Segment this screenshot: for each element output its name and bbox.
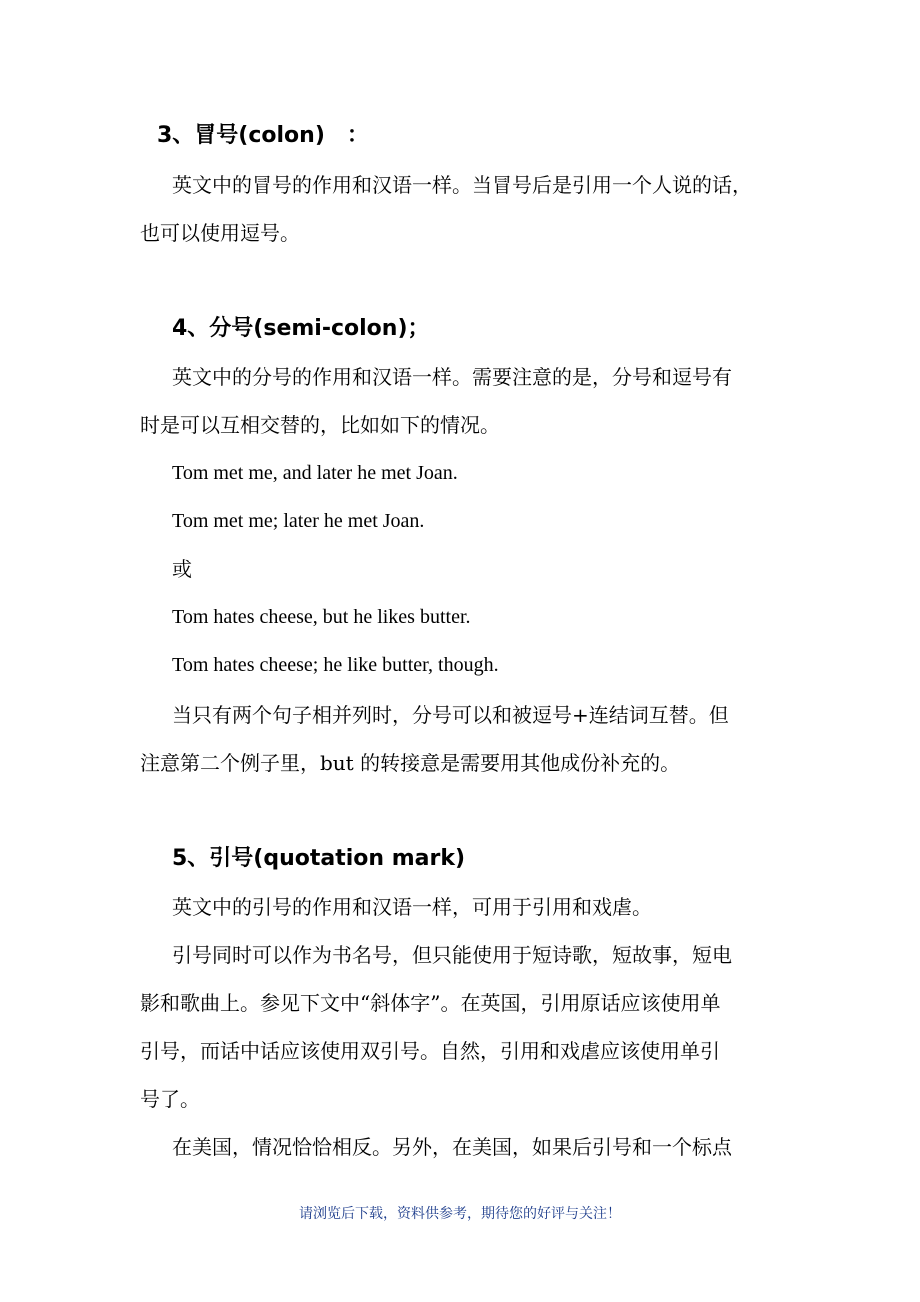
semicolon-note-line-1: 当只有两个句子相并列时，分号可以和被逗号+连结词互替。但 [172,703,729,727]
quotation-paragraph-2-line-2: 影和歌曲上。参见下文中“斜体字”。在英国，引用原话应该使用单 [140,991,721,1015]
section-heading-colon: 3、冒号(colon) ： [157,123,369,148]
semicolon-note-line-2: 注意第二个例子里，but 的转接意是需要用其他成份补充的。 [140,751,681,775]
quotation-paragraph-2-line-4: 号了。 [140,1087,200,1111]
quotation-paragraph-2-line-3: 引号，而话中话应该使用双引号。自然，引用和戏虐应该使用单引 [140,1039,720,1063]
example-sentence-3: Tom hates cheese, but he likes butter. [172,606,471,628]
quotation-paragraph-1: 英文中的引号的作用和汉语一样，可用于引用和戏虐。 [172,895,652,919]
example-sentence-2: Tom met me; later he met Joan. [172,510,425,532]
quotation-paragraph-2-line-1: 引号同时可以作为书名号，但只能使用于短诗歌，短故事，短电 [172,943,732,967]
colon-paragraph-line-2: 也可以使用逗号。 [140,221,300,245]
semicolon-paragraph-line-1: 英文中的分号的作用和汉语一样。需要注意的是，分号和逗号有 [172,365,732,389]
section-heading-semicolon: 4、分号(semi-colon)； [172,316,430,341]
semicolon-paragraph-line-2: 时是可以互相交替的，比如如下的情况。 [140,413,500,437]
example-sentence-1: Tom met me, and later he met Joan. [172,462,458,484]
section-heading-quotation-mark: 5、引号(quotation mark) [172,846,466,871]
colon-paragraph-line-1: 英文中的冒号的作用和汉语一样。当冒号后是引用一个人说的话， [172,173,752,197]
page-footer-note: 请浏览后下载，资料供参考，期待您的好评与关注！ [299,1206,621,1222]
or-connector: 或 [172,557,192,581]
example-sentence-4: Tom hates cheese; he like butter, though. [172,654,499,676]
quotation-paragraph-3-line-1: 在美国，情况恰恰相反。另外，在美国，如果后引号和一个标点 [172,1135,732,1159]
